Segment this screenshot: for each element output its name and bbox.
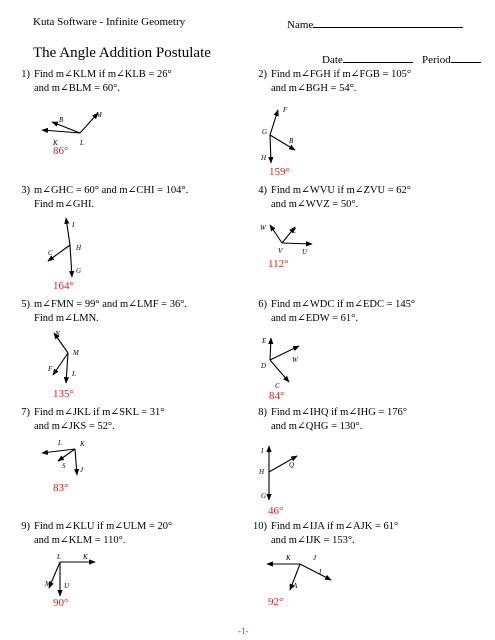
question-text-2: and m∠EDW = 61°. [271, 312, 358, 324]
question-5 [14, 298, 187, 325]
point-label: K [80, 440, 85, 448]
point-label: L [72, 370, 76, 378]
question-4 [251, 184, 411, 211]
point-label: U [64, 582, 70, 590]
point-label: F [283, 106, 288, 114]
point-label: A [293, 582, 298, 590]
point-label: J [313, 554, 317, 562]
figure-1 [30, 105, 110, 150]
question-7 [14, 406, 165, 433]
point-label: H [259, 468, 265, 476]
question-6 [251, 298, 415, 325]
question-number: 9) [21, 521, 30, 532]
question-text-2: Find m∠GHI. [34, 198, 95, 210]
question-text-2: and m∠IJK = 153°. [271, 534, 355, 546]
date-blank[interactable] [343, 51, 413, 63]
question-text-2: and m∠WVZ = 50°. [271, 198, 359, 210]
figure-3 [40, 215, 100, 285]
point-label: L [80, 139, 84, 147]
point-label: E [262, 337, 267, 345]
figure-2 [255, 100, 315, 170]
date-field[interactable] [322, 51, 413, 66]
answer-1: 86° [53, 145, 69, 157]
point-label: K [83, 553, 88, 561]
point-label: G [262, 128, 268, 136]
point-label: I [261, 447, 264, 455]
question-number: 4) [258, 185, 267, 196]
name-label: Name [287, 19, 314, 31]
point-label: K [286, 554, 291, 562]
name-field[interactable] [287, 16, 463, 31]
figure-5 [30, 325, 90, 390]
question-text-2: and m∠JKS = 52°. [34, 420, 115, 432]
question-number: 6) [258, 299, 267, 310]
point-label: G [261, 492, 267, 500]
question-text-2: and m∠BLM = 60°. [34, 82, 120, 94]
point-label: I [72, 221, 75, 229]
point-label: W [292, 356, 298, 364]
question-number: 3) [21, 185, 30, 196]
point-label: C [48, 249, 53, 257]
question-number: 7) [21, 407, 30, 418]
question-text: Find m∠IHQ if m∠IHG = 176° [271, 407, 407, 418]
point-label: G [76, 267, 82, 275]
point-label: F [48, 365, 53, 373]
answer-5: 135° [53, 388, 74, 400]
point-label: M [73, 349, 79, 357]
point-label: B [59, 116, 64, 124]
period-blank[interactable] [451, 51, 481, 63]
point-label: J [80, 466, 84, 474]
question-text-2: and m∠QHG = 130°. [271, 420, 363, 432]
point-label: Q [289, 461, 295, 469]
point-label: M [45, 580, 51, 588]
answer-7: 83° [53, 482, 69, 494]
question-text-2: Find m∠LMN. [34, 312, 99, 324]
question-3 [14, 184, 188, 211]
point-label: S [62, 462, 66, 470]
period-label: Period [422, 54, 451, 66]
point-label: H [261, 154, 267, 162]
date-label: Date [322, 54, 343, 66]
point-label: K [53, 139, 58, 147]
question-text: Find m∠WDC if m∠EDC = 145° [271, 299, 416, 310]
question-text: Find m∠WVU if m∠ZVU = 62° [271, 185, 412, 196]
point-label: L [58, 439, 62, 447]
question-number: 8) [258, 407, 267, 418]
question-text-2: and m∠BGH = 54°. [271, 82, 357, 94]
publisher-label: Kuta Software - Infinite Geometry [33, 16, 186, 28]
answer-4: 112° [268, 258, 289, 270]
page-title: The Angle Addition Postulate [33, 45, 211, 61]
answer-2: 159° [269, 166, 290, 178]
question-text: Find m∠JKL if m∠SKL = 31° [34, 407, 165, 418]
question-number: 1) [21, 69, 30, 80]
question-10 [251, 520, 398, 547]
answer-10: 92° [268, 596, 284, 608]
point-label: L [57, 553, 61, 561]
figure-4 [250, 215, 320, 260]
point-label: D [261, 362, 267, 370]
point-label: N [55, 330, 60, 338]
question-text: m∠GHC = 60° and m∠CHI = 104°. [34, 185, 189, 196]
point-label: Z [292, 227, 296, 235]
answer-3: 164° [53, 280, 74, 292]
point-label: V [278, 247, 283, 255]
question-8 [251, 406, 407, 433]
figure-10 [255, 550, 340, 600]
question-9 [14, 520, 172, 547]
point-label: B [289, 137, 294, 145]
figure-6 [255, 330, 315, 390]
question-text-2: and m∠KLM = 110°. [34, 534, 126, 546]
point-label: W [260, 224, 266, 232]
point-label: H [76, 244, 82, 252]
page-number: -1- [238, 626, 249, 636]
question-number: 5) [21, 299, 30, 310]
question-number: 10) [253, 521, 267, 532]
point-label: I [319, 568, 322, 576]
question-text: Find m∠KLM if m∠KLB = 26° [34, 69, 172, 80]
question-text: Find m∠FGH if m∠FGB = 105° [271, 69, 412, 80]
question-1 [14, 68, 172, 95]
question-text: m∠FMN = 99° and m∠LMF = 36°. [34, 299, 188, 310]
figure-7 [30, 435, 100, 480]
question-text: Find m∠KLU if m∠ULM = 20° [34, 521, 173, 532]
question-text: Find m∠IJA if m∠AJK = 61° [271, 521, 399, 532]
question-number: 2) [258, 69, 267, 80]
answer-8: 46° [268, 505, 284, 517]
answer-6: 84° [269, 390, 285, 402]
name-blank[interactable] [313, 16, 463, 28]
point-label: M [96, 111, 102, 119]
answer-9: 90° [53, 597, 69, 609]
question-2 [251, 68, 411, 95]
point-label: U [302, 248, 308, 256]
figure-8 [255, 440, 315, 505]
point-label: C [275, 382, 280, 390]
figure-9 [35, 550, 105, 610]
period-field[interactable] [422, 51, 481, 66]
